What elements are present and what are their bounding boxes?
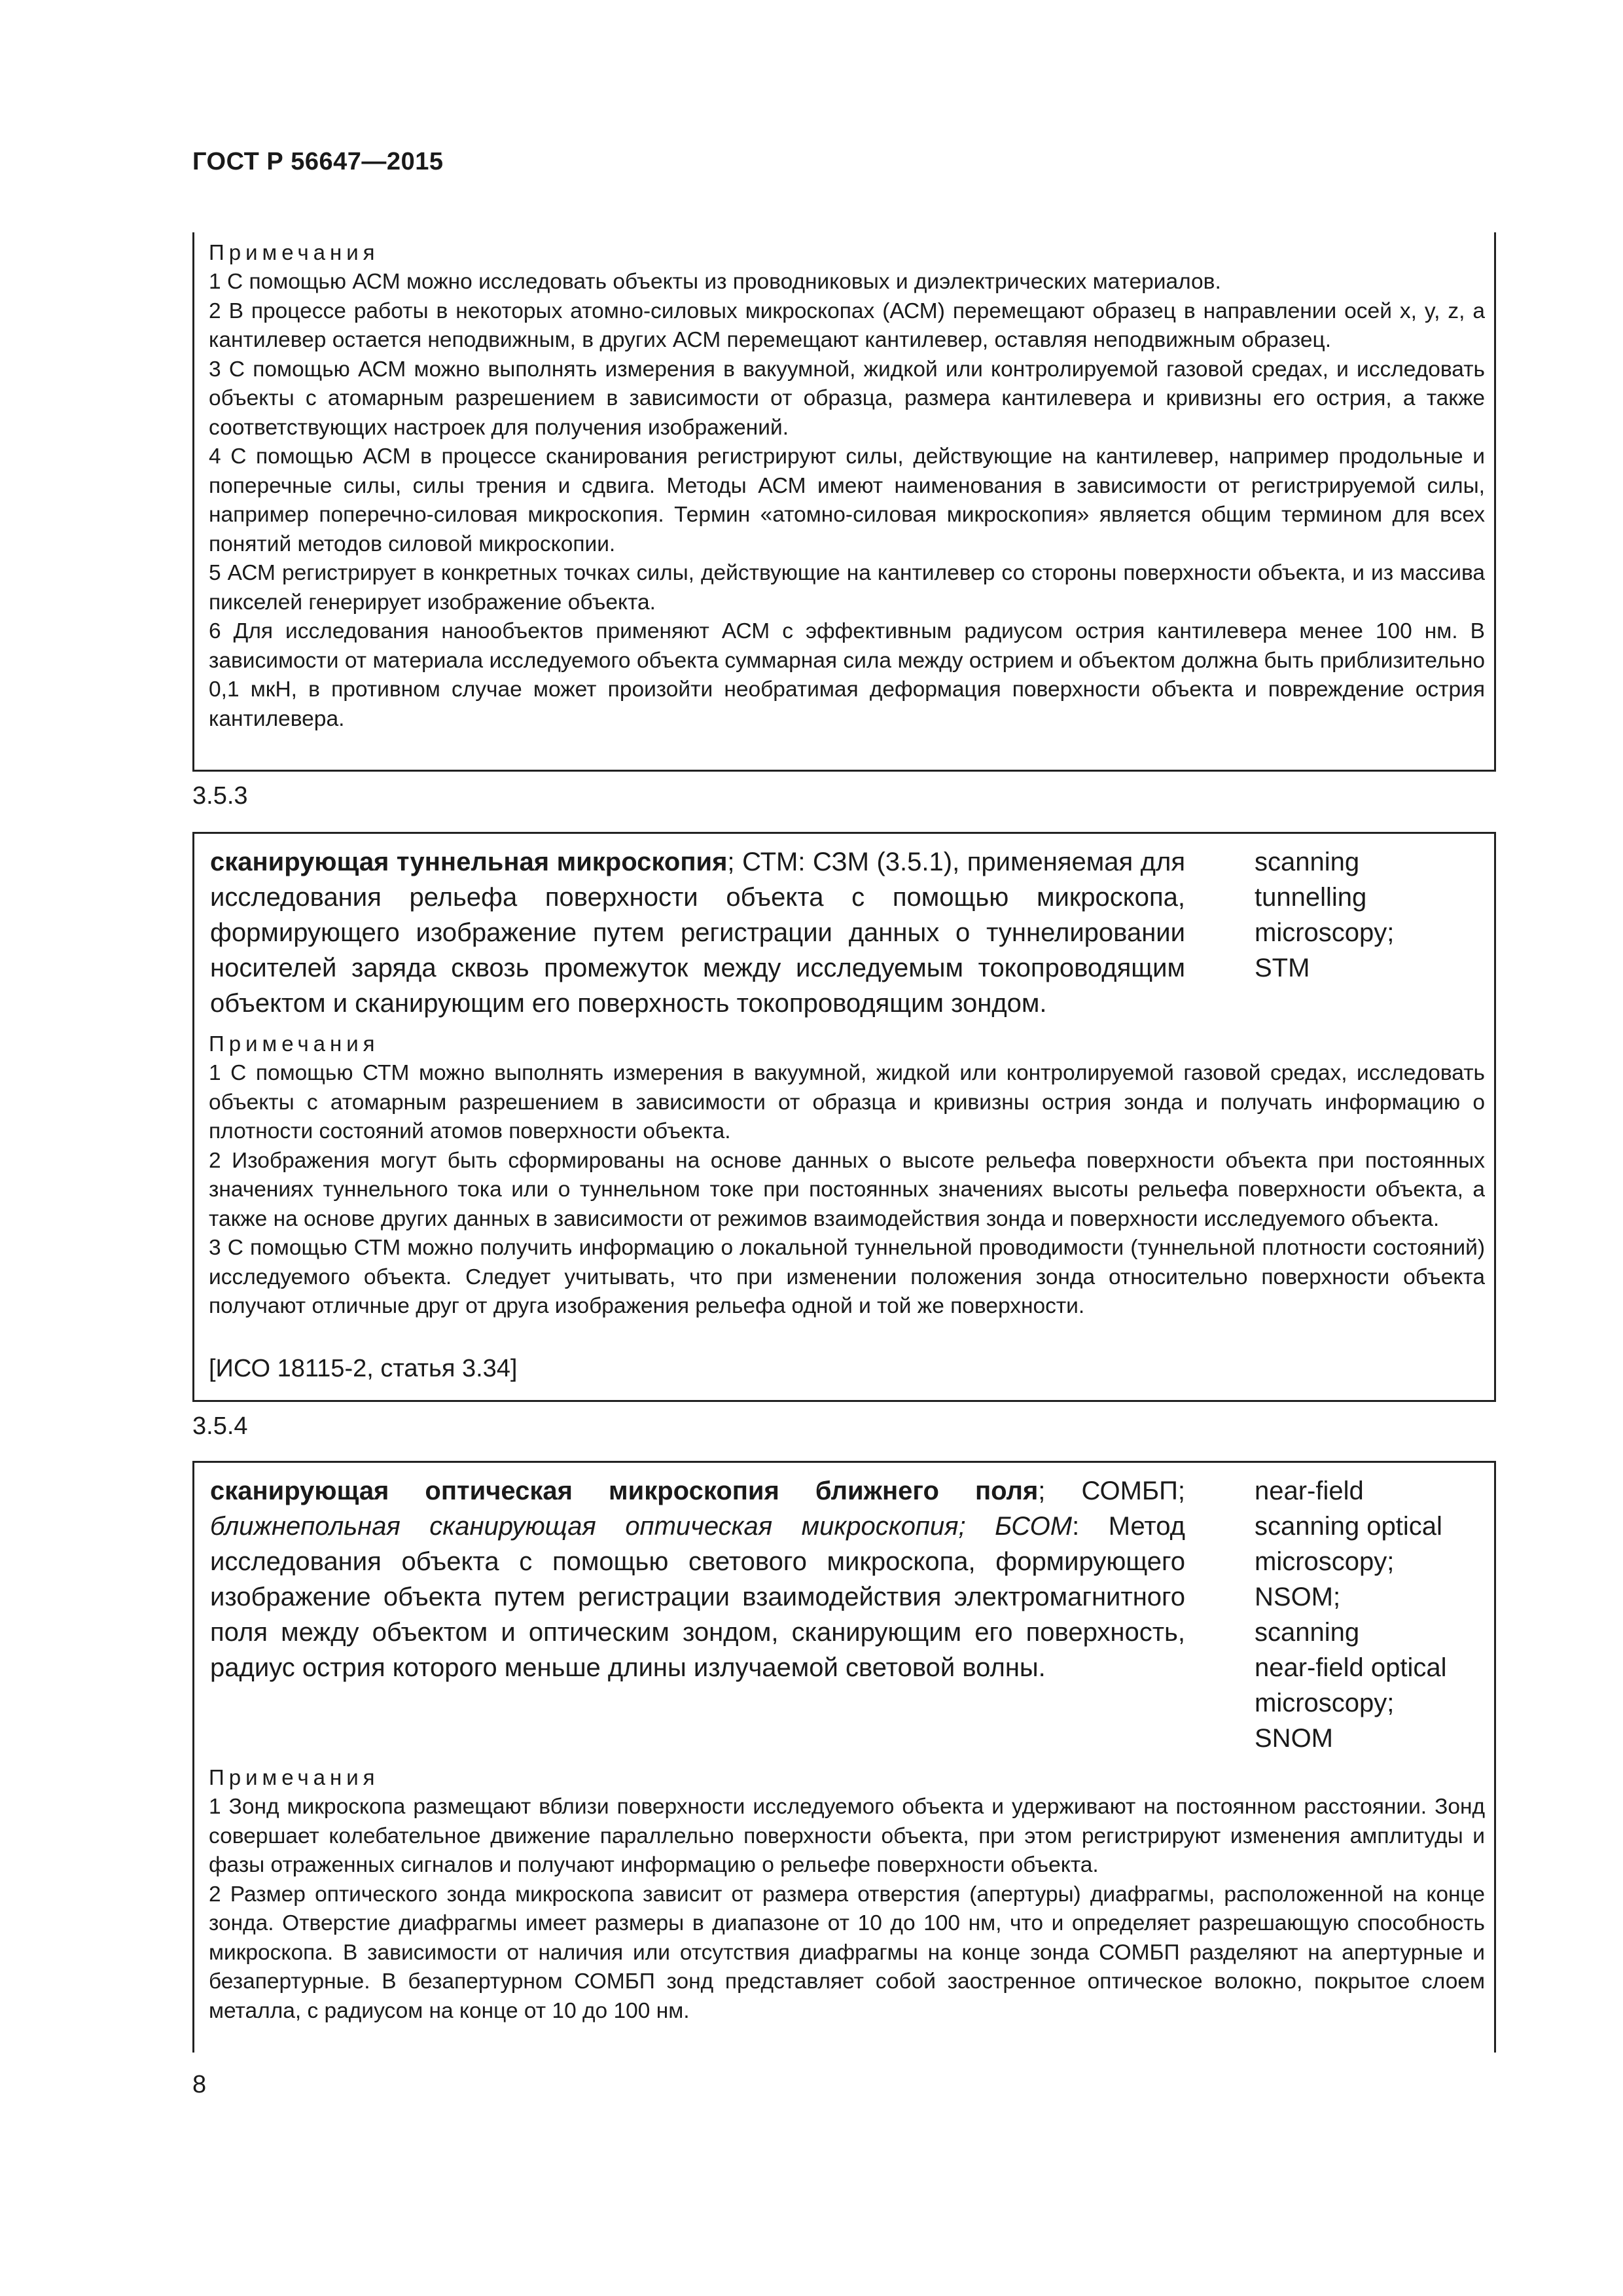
note-item: 4 С помощью АСМ в процессе сканирования регистрируют силы, действующие на кантилевер, например продольные и поперечные силы, силы трения и сдвига. Методы АСМ имеют наименования в зависимости от регистрируемой силы, например поперечно-силовая микроскопия. Термин «атомно-силовая микроскопия» является общим термином для всех понятий методов силовой микроскопии.	[209, 444, 1485, 556]
english-term-line: SNOM	[1255, 1724, 1333, 1753]
stm-english-term	[1255, 844, 1484, 986]
english-term-line: microscopy;	[1255, 1547, 1395, 1576]
stm-notes	[209, 1029, 1485, 1321]
section-number-stm: 3.5.3	[192, 782, 248, 810]
english-term-line: NSOM;	[1255, 1583, 1341, 1611]
note-item: 2 Изображения могут быть сформированы на основе данных о высоте рельефа поверхности объекта при постоянных значениях туннельного тока или о туннельном токе при постоянных значениях высоты рельефа поверхности объекта, а также на основе других данных в зависимости от режимов взаимодействия зонда и поверхности исследуемого объекта.	[209, 1148, 1485, 1231]
english-term-line: scanning	[1255, 848, 1360, 876]
note-item: 5 АСМ регистрирует в конкретных точках силы, действующие на кантилевер со стороны поверхности объекта, и из массива пикселей генерирует изображение объекта.	[209, 561, 1485, 615]
notes-title: Примечания	[209, 1765, 380, 1789]
note-item: 3 С помощью СТМ можно получить информацию о локальной туннельной проводимости (туннельной плотности состояний) исследуемого объекта. Следует учитывать, что при изменении положения зонда относительно поверхности объекта получают отличные друг от друга изображения рельефа одной и той же поверхности.	[209, 1236, 1485, 1318]
english-term-line: near-field	[1255, 1477, 1364, 1505]
afm-notes	[209, 238, 1485, 734]
english-term-line: STM	[1255, 954, 1310, 982]
section-number-nsom: 3.5.4	[192, 1412, 248, 1440]
notes-title: Примечания	[209, 1031, 380, 1056]
stm-definition-text: ; СТМ: СЗМ (3.5.1), применяемая для исследования рельефа поверхности объекта с помощью микроскопа, формирующего изображение путем регистрации данных о туннелировании носителей заряда сквозь промежуток между исследуемым токопроводящим объектом и сканирующим его поверхность токопроводящим зондом.	[210, 848, 1186, 1018]
nsom-definition	[210, 1473, 1185, 1685]
stm-term: сканирующая туннельная микроскопия	[210, 848, 728, 876]
stm-term-box	[192, 832, 1496, 1402]
stm-source-reference: [ИСО 18115-2, статья 3.34]	[209, 1355, 518, 1382]
english-term-line: microscopy;	[1255, 918, 1395, 947]
note-item: 6 Для исследования нанообъектов применяют АСМ с эффективным радиусом острия кантилевера менее 100 нм. В зависимости от материала исследуемого объекта суммарная сила между острием и объектом должна быть приблизительно 0,1 мкН, в противном случае может произойти необратимая деформация поверхности объекта и повреждение острия кантилевера.	[209, 619, 1485, 731]
english-term-line: tunnelling	[1255, 883, 1367, 912]
note-item: 2 Размер оптического зонда микроскопа зависит от размера отверстия (апертуры) диафрагмы, расположенной на конце зонда. Отверстие диафрагмы имеет размеры в диапазоне от 10 до 100 нм, что и определяет разрешающую способность микроскопа. В зависимости от наличия или отсутствия диафрагмы на конце зонда СОМБП разделяют на апертурные и безапертурные. В безапертурном СОМБП зонд представляет собой заостренное оптическое волокно, покрытое слоем металла, с радиусом на конце от 10 до 100 нм.	[209, 1882, 1485, 2023]
nsom-notes	[209, 1763, 1485, 2026]
note-item: 1 Зонд микроскопа размещают вблизи поверхности исследуемого объекта и удерживают на постоянном расстоянии. Зонд совершает колебательное движение параллельно поверхности объекта, при этом регистрируют изменения амплитуды и фазы отраженных сигналов и получают информацию о рельефе поверхности объекта.	[209, 1795, 1485, 1877]
document-header: ГОСТ Р 56647—2015	[192, 148, 444, 175]
english-term-line: microscopy;	[1255, 1689, 1395, 1717]
nsom-term-box	[192, 1461, 1496, 2053]
nsom-definition-text: : Метод исследования объекта с помощью светового микроскопа, формирующего изображение объекта путем регистрации взаимодействия электромагнитного поля между объектом и оптическим зондом, сканирующим его поверхность, радиус острия которого меньше длины излучаемой световой волны.	[210, 1512, 1185, 1682]
nsom-abbr: ; СОМБП;	[1038, 1477, 1185, 1505]
page-number: 8	[192, 2071, 207, 2098]
note-item: 3 С помощью АСМ можно выполнять измерения в вакуумной, жидкой или контролируемой газовой средах, и исследовать объекты с атомарным разрешением в зависимости от образца, размера кантилевера и кривизны его острия, а также соответствующих настроек для получения изображений.	[209, 357, 1485, 440]
english-term-line: scanning optical	[1255, 1512, 1442, 1541]
nsom-english-term	[1255, 1473, 1484, 1756]
nsom-synonym: ближнепольная сканирующая оптическая микроскопия; БСОМ	[210, 1512, 1073, 1541]
nsom-term: сканирующая оптическая микроскопия ближнего поля	[210, 1477, 1039, 1505]
english-term-line: near-field optical	[1255, 1653, 1447, 1682]
notes-title: Примечания	[209, 240, 380, 264]
note-item: 1 С помощью АСМ можно исследовать объекты из проводниковых и диэлектрических материалов.	[209, 270, 1221, 294]
english-term-line: scanning	[1255, 1618, 1360, 1647]
afm-notes-box	[192, 232, 1496, 772]
stm-definition	[210, 844, 1185, 1021]
note-item: 1 С помощью СТМ можно выполнять измерения в вакуумной, жидкой или контролируемой газовой средах, исследовать объекты с атомарным разрешением в зависимости от образца и кривизны острия зонда и получать информацию о плотности состояний атомов поверхности объекта.	[209, 1061, 1485, 1143]
note-item: 2 В процессе работы в некоторых атомно-силовых микроскопах (АСМ) перемещают образец в направлении осей x, y, z, а кантилевер остается неподвижным, в других АСМ перемещают кантилевер, оставляя неподвижным образец.	[209, 298, 1485, 352]
